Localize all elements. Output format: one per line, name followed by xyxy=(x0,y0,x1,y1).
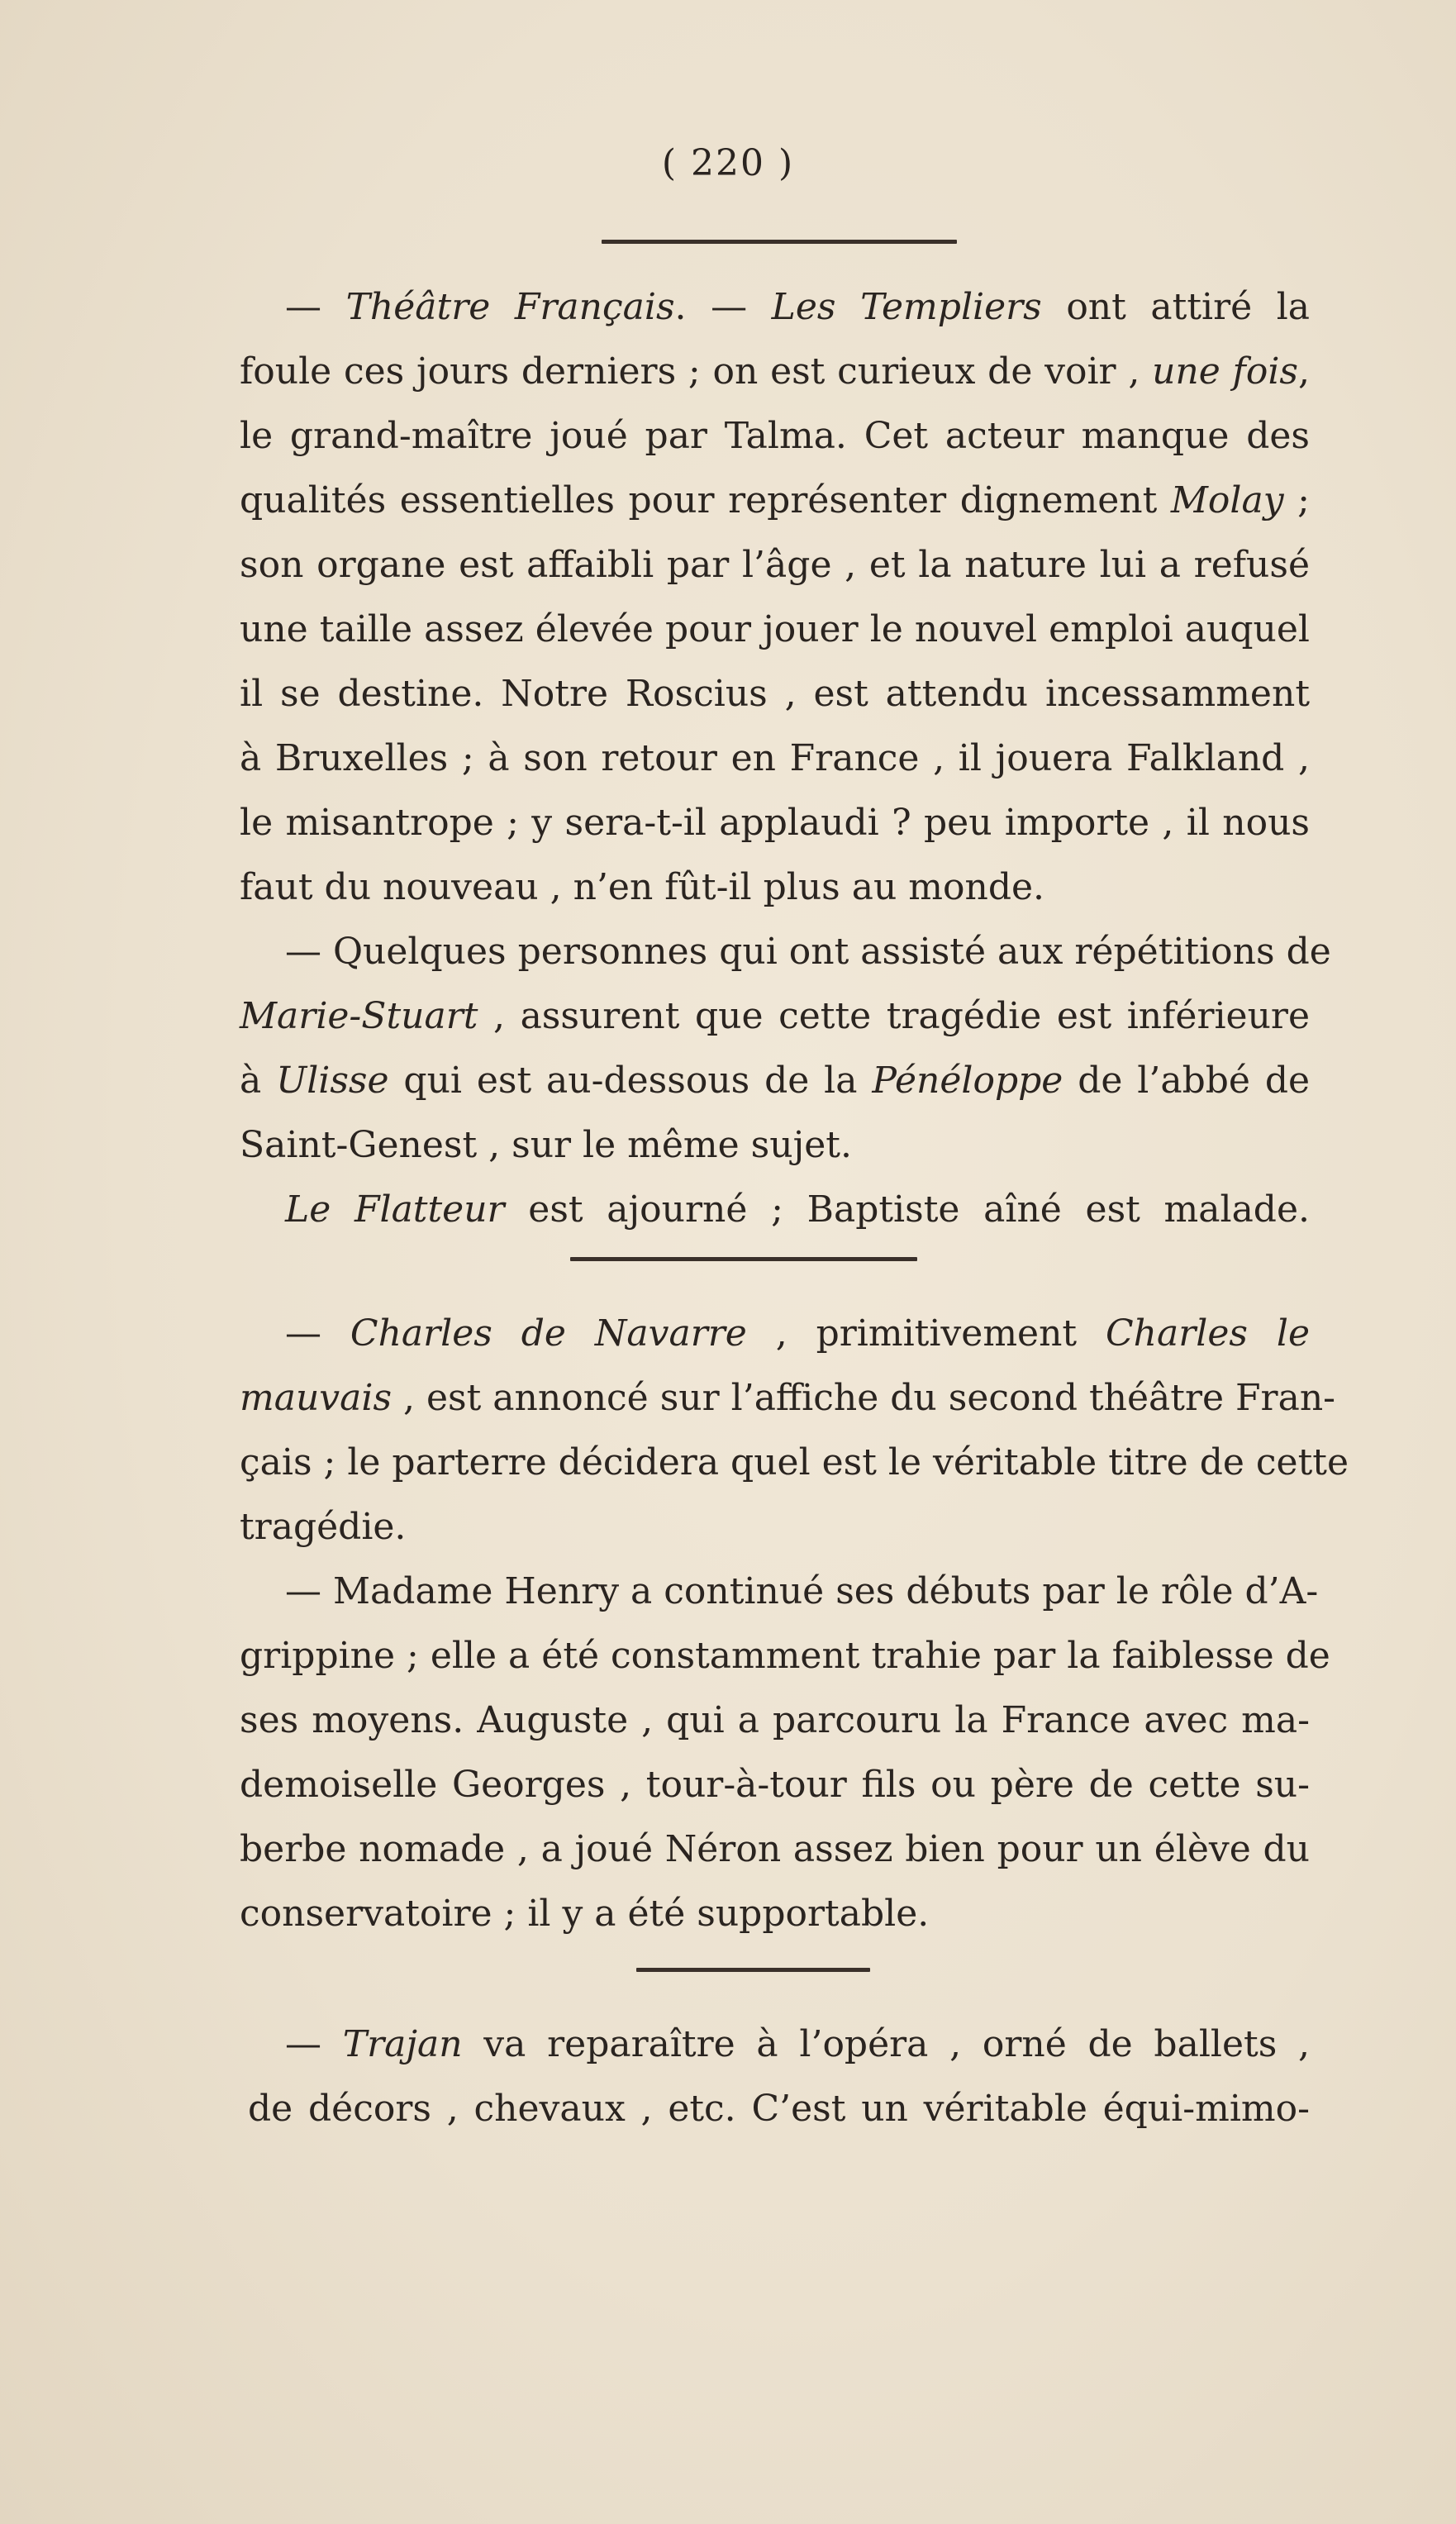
text-run: conservatoire ; il y a été supportable. xyxy=(240,1893,930,1935)
text-line xyxy=(240,415,1310,457)
text-run: , est annoncé sur l’affiche du second théâtre Fran- xyxy=(392,1377,1336,1419)
text-line xyxy=(285,931,1331,973)
text-run: — xyxy=(285,286,346,328)
text-line xyxy=(240,1377,1336,1419)
text-run: çais ; le parterre décidera quel est le véritable titre de cette xyxy=(240,1441,1349,1483)
text-line xyxy=(240,544,1310,586)
text-line xyxy=(240,479,1311,521)
text-run: foule ces jours derniers ; on est curieux de voir , xyxy=(240,350,1153,393)
text-run: ses moyens. Auguste , qui a parcouru la France avec ma- xyxy=(240,1699,1310,1741)
text-line xyxy=(240,1828,1310,1870)
text-run: — xyxy=(285,1312,350,1355)
play-title: mauvais xyxy=(240,1377,393,1419)
text-line xyxy=(240,1506,407,1548)
text-line xyxy=(285,2023,1310,2065)
text-line xyxy=(240,802,1310,844)
text-run: tragédie. xyxy=(240,1506,407,1548)
text-run: une taille assez élevée pour jouer le nouvel emploi auquel xyxy=(240,608,1310,650)
play-title: Charles de Navarre xyxy=(350,1312,747,1355)
text-run: de l’abbé de xyxy=(1063,1060,1311,1102)
text-run: — Quelques personnes qui ont assisté aux répétitions de xyxy=(285,931,1331,973)
text-run: qui est au-dessous de la xyxy=(388,1060,873,1102)
text-run: à xyxy=(240,1060,277,1102)
text-run: , primitivement xyxy=(746,1312,1106,1355)
text-run: demoiselle Georges , tour-à-tour fils ou père de cette su- xyxy=(240,1764,1310,1806)
text-run: , assurent que cette tragédie est inférieure xyxy=(478,995,1310,1037)
text-run: il se destine. Notre Roscius , est attendu incessamment xyxy=(240,673,1310,715)
play-title: Les Templiers xyxy=(771,286,1042,328)
section-divider xyxy=(636,1968,870,1972)
text-line xyxy=(240,1635,1330,1677)
text-line xyxy=(240,1764,1310,1806)
play-title: Marie-Stuart xyxy=(240,995,478,1037)
text-line xyxy=(240,995,1310,1037)
text-line xyxy=(240,350,1310,393)
text-line xyxy=(240,1060,1311,1102)
text-run: — xyxy=(285,2023,343,2065)
emphasis-text: une fois xyxy=(1152,350,1298,393)
text-run: est ajourné ; Baptiste aîné est malade. xyxy=(504,1188,1310,1231)
text-line xyxy=(240,608,1310,650)
venue-title: Théâtre Français xyxy=(345,286,675,328)
text-line xyxy=(240,1124,852,1166)
play-title: Pénéloppe xyxy=(872,1060,1063,1102)
text-line xyxy=(248,2088,1310,2130)
text-line xyxy=(240,673,1310,715)
text-run: qualités essentielles pour représenter dignement xyxy=(240,479,1171,521)
text-run: ; xyxy=(1283,479,1311,521)
text-line xyxy=(240,737,1310,779)
text-line xyxy=(240,1699,1310,1741)
text-run: grippine ; elle a été constamment trahie par la faiblesse de xyxy=(240,1635,1330,1677)
section-divider xyxy=(570,1257,917,1261)
text-run: son organe est affaibli par l’âge , et la nature lui a refusé xyxy=(240,544,1310,586)
play-title: Trajan xyxy=(342,2023,463,2065)
text-line xyxy=(285,286,1311,328)
text-run: — Madame Henry a continué ses débuts par le rôle d’A- xyxy=(285,1570,1319,1612)
text-run: berbe nomade , a joué Néron assez bien pour un élève du xyxy=(240,1828,1310,1870)
text-run: va reparaître à l’opéra , orné de ballets , xyxy=(462,2023,1310,2065)
page-number: ( 220 ) xyxy=(661,142,795,184)
text-line xyxy=(285,1570,1319,1612)
play-title: Ulisse xyxy=(276,1060,389,1102)
play-title: Le Flatteur xyxy=(285,1188,505,1231)
text-run: ont attiré la xyxy=(1041,286,1311,328)
text-run: Saint-Genest , sur le même sujet. xyxy=(240,1124,852,1166)
character-name: Molay xyxy=(1170,479,1284,521)
text-run: le grand-maître joué par Talma. Cet acteur manque des xyxy=(240,415,1310,457)
text-run: faut du nouveau , n’en fût-il plus au monde. xyxy=(240,866,1045,908)
text-line xyxy=(285,1188,1310,1231)
text-run: à Bruxelles ; à son retour en France , il jouera Falkland , xyxy=(240,737,1310,779)
text-line xyxy=(240,1441,1349,1483)
text-run: de décors , chevaux , etc. C’est un véritable équi-mimo- xyxy=(248,2088,1310,2130)
section-divider xyxy=(602,240,957,244)
text-line xyxy=(240,1893,930,1935)
play-title: Charles le xyxy=(1106,1312,1310,1355)
text-line xyxy=(240,866,1045,908)
text-run: le misantrope ; y sera-t-il applaudi ? peu importe , il nous xyxy=(240,802,1310,844)
text-line xyxy=(285,1312,1310,1355)
text-run: . — xyxy=(674,286,772,328)
text-run: , xyxy=(1297,350,1310,393)
